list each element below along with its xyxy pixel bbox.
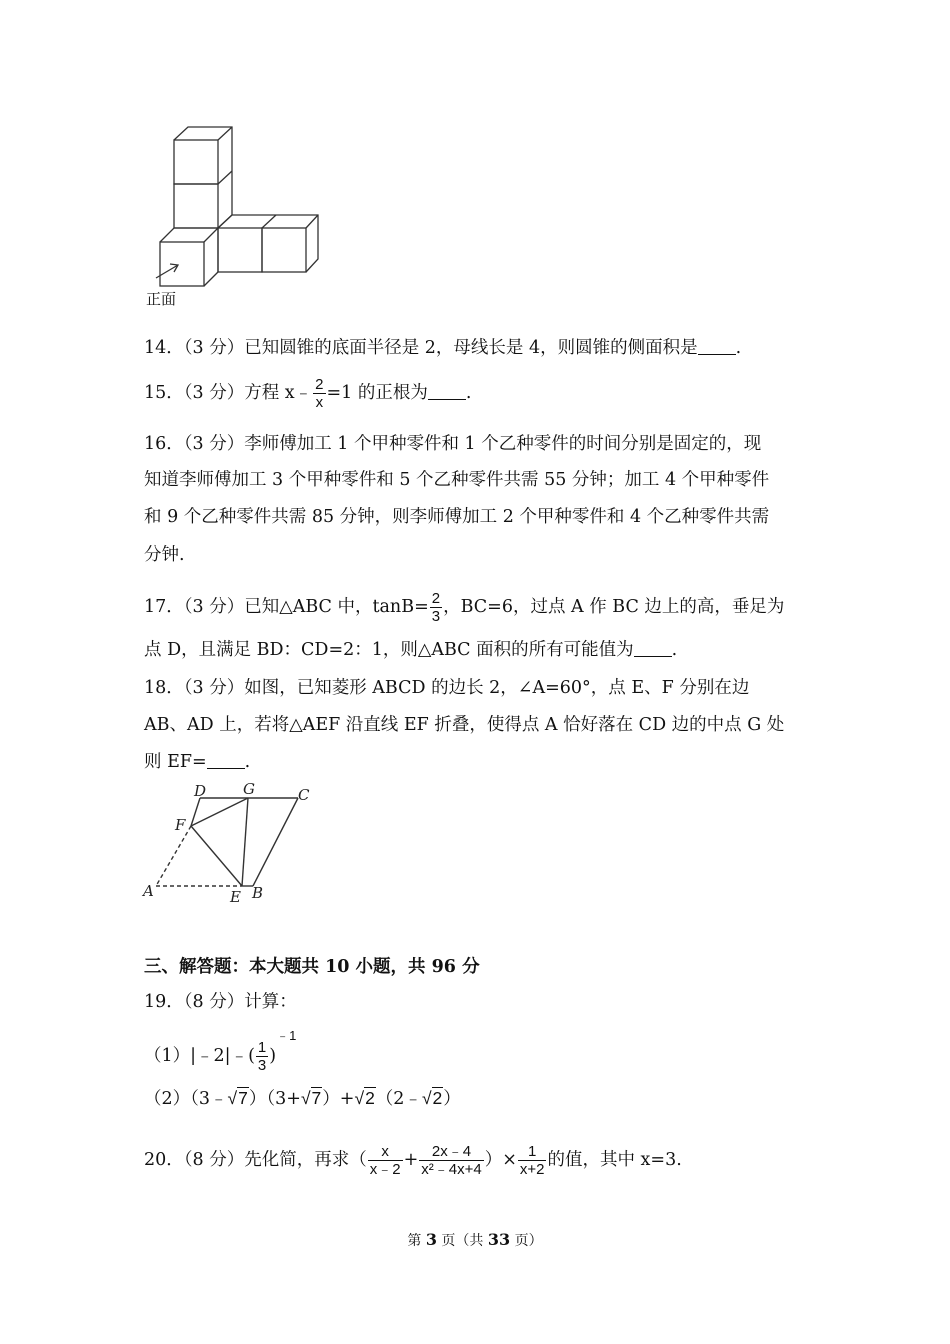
label-C: C [298, 786, 310, 804]
page-footer: 第 3 页（共 33 页） [407, 1230, 543, 1249]
page-number: 3 [425, 1230, 437, 1249]
question-19: 19．（8 分）计算： [144, 992, 297, 1012]
question-20: 20．（8 分）先化简，再求（ $\frac{x}{x﹣2}$ + $\frac{2x﹣4}{\text{x²﹣4x+4}}$ ）× $\frac{1}{x+2}$ 的值，其中 x=3. [144, 1143, 682, 1178]
question-18-line3: 则 EF= . [144, 752, 251, 772]
question-19-part2: （2）（3﹣√7）（3+√7）+√2（2﹣√2） [144, 1088, 461, 1109]
sqrt: √2 [421, 1088, 443, 1108]
question-16-line2: 知道李师傅加工 3 个甲种零件和 5 个乙种零件共需 55 分钟；加工 4 个甲种零件 [144, 470, 770, 490]
sqrt: √2 [354, 1088, 375, 1108]
cube-figure [146, 120, 330, 315]
question-19-part1: （1）|﹣2|﹣( $\frac{1}{3}$ )$^{﹣1}$ [144, 1028, 297, 1074]
label-F: F [175, 816, 186, 834]
question-18-line2: AB、AD 上，若将△AEF 沿直线 EF 折叠，使得点 A 恰好落在 CD 边的中点 G 处 [144, 715, 785, 735]
label-G: G [243, 780, 255, 798]
fraction: $\frac{x}{x﹣2}$ [369, 1143, 401, 1178]
fraction: $\frac{1}{3}$ [257, 1038, 267, 1074]
question-16: 16．（3 分）李师傅加工 1 个甲种零件和 1 个乙种零件的时间分别是固定的，现 [144, 434, 762, 454]
cube-face [262, 228, 306, 272]
rhombus-figure [138, 780, 328, 910]
sqrt: √7 [300, 1088, 322, 1108]
cube-face [174, 140, 218, 184]
question-16-line3: 和 9 个乙种零件共需 85 分钟，则李师傅加工 2 个甲种零件和 4 个乙种零件共需 [144, 507, 770, 527]
total-pages: 33 [487, 1230, 511, 1249]
label-B: B [252, 884, 264, 902]
answer-blank [207, 750, 245, 769]
label-D: D [194, 782, 207, 800]
answer-blank [634, 638, 672, 657]
fraction: $\frac{2}{3}$ [431, 590, 441, 625]
question-15: 15．（3 分）方程 x﹣ $\frac{2}{x}$ =1 的正根为 . [144, 376, 472, 411]
cube-face [174, 184, 218, 228]
answer-blank [698, 336, 736, 355]
fraction: $\frac{1}{x+2}$ [519, 1143, 545, 1178]
question-18: 18．（3 分）如图，已知菱形 ABCD 的边长 2，∠A=60°，点 E、F 分别在边 [144, 678, 750, 698]
fraction: $\frac{2}{x}$ [315, 376, 324, 411]
fraction: $\frac{2x﹣4}{\text{x²﹣4x+4}}$ [421, 1143, 482, 1178]
answer-blank [428, 381, 466, 400]
front-label: 正面 [146, 290, 177, 308]
question-17-line2: 点 D，且满足 BD：CD=2：1，则△ABC 面积的所有可能值为 . [144, 640, 678, 660]
question-17: 17．（3 分）已知△ABC 中，tanB= $\frac{2}{3}$ ，BC=6，过点 A 作 BC 边上的高，垂足为 [144, 590, 785, 625]
question-16-line4: 分钟. [144, 545, 185, 565]
section-title: 三、解答题：本大题共 10 小题，共 96 分 [144, 957, 480, 977]
sqrt: √7 [227, 1088, 248, 1108]
cube-face [160, 242, 204, 286]
label-A: A [143, 882, 154, 900]
cube-face [218, 228, 262, 272]
question-14: 14．（3 分）已知圆锥的底面半径是 2，母线长是 4，则圆锥的侧面积是 . [144, 338, 742, 358]
label-E: E [230, 888, 241, 906]
